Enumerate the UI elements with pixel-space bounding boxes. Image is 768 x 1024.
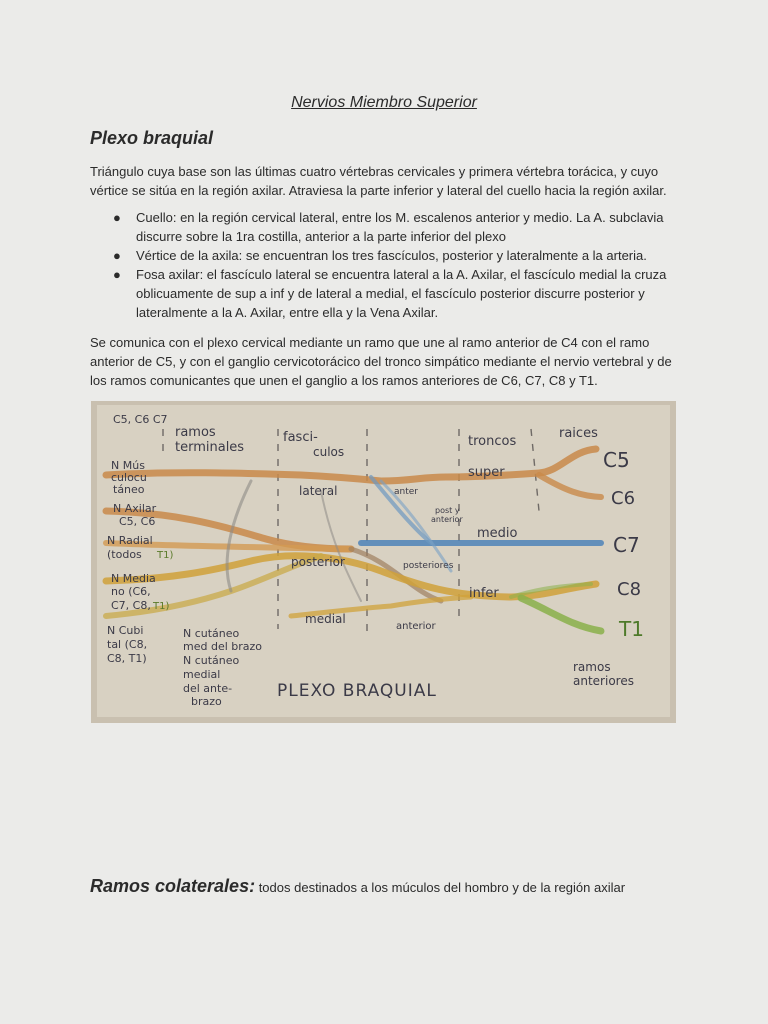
label-anterior-bottom: anterior: [396, 621, 436, 632]
ramos-colaterales-line: [90, 876, 625, 897]
ramos-colaterales-text: todos destinados a los múculos del hombro y de la región axilar: [255, 880, 626, 895]
label-c5: C5: [603, 448, 630, 472]
brachial-plexus-diagram-photo: [91, 401, 676, 723]
label-c5c6c7: C5, C6 C7: [113, 413, 168, 426]
label-n-mediano-1: N Media: [111, 572, 156, 585]
label-ramos-anteriores-1: ramos: [573, 660, 611, 674]
label-inferior: infer: [469, 586, 499, 601]
label-posteriores: posteriores: [403, 561, 454, 571]
bullet-list: [90, 208, 690, 322]
bullet-text: Cuello: en la región cervical lateral, entre los M. escalenos anterior y medio. La A. subclavia discurre sobre la 1ra costilla, anterior a la parte inferior del plexo: [136, 210, 664, 244]
label-posterior: posterior: [291, 555, 345, 569]
label-n-cubital-3: C8, T1): [107, 652, 147, 665]
label-c7: C7: [613, 533, 640, 557]
label-n-cutaneo-6: brazo: [191, 695, 222, 708]
label-n-axilar-1: N Axilar: [113, 502, 157, 515]
bullet-icon: ●: [113, 248, 121, 263]
bullet-text: Vértice de la axila: se encuentran los tres fascículos, posterior y lateralmente a la arteria.: [136, 248, 647, 263]
label-n-cubital-2: tal (C8,: [107, 638, 148, 651]
label-anter: anter: [394, 487, 418, 497]
label-n-musculocutaneo-3: táneo: [113, 483, 145, 496]
bullet-icon: ●: [113, 210, 121, 225]
label-post-y: post y: [435, 506, 460, 515]
label-ramos-anteriores-2: anteriores: [573, 674, 634, 688]
bullet-item: [90, 246, 690, 265]
label-plexo-braquial: PLEXO BRAQUIAL: [277, 681, 437, 701]
second-paragraph: Se comunica con el plexo cervical mediante un ramo que une al ramo anterior de C4 con el ramo anterior de C5, y con el ganglio cervicotorácico del tronco simpático mediante el nervio vertebral y de los ramos comunicantes que unen el ganglio a los ramos anteriores de C6, C7, C8 y T1.: [90, 335, 672, 388]
label-n-cutaneo-4: medial: [183, 668, 221, 681]
label-n-mediano-4: T1): [153, 601, 170, 612]
label-superior: super: [468, 465, 505, 480]
label-n-cutaneo-2: med del brazo: [183, 640, 263, 653]
label-n-radial-1: N Radial: [107, 534, 153, 547]
label-lateral: lateral: [299, 484, 338, 498]
label-n-axilar-2: C5, C6: [119, 515, 156, 528]
label-t1: T1: [619, 617, 644, 641]
label-n-cutaneo-5: del ante-: [183, 682, 233, 695]
section-heading-ramos-colaterales: Ramos colaterales:: [90, 876, 256, 896]
label-fasci: fasci-: [283, 430, 318, 445]
label-medial: medial: [305, 612, 346, 626]
label-medio: medio: [477, 526, 518, 541]
label-n-cutaneo-3: N cutáneo: [183, 654, 240, 667]
label-terminales: terminales: [175, 440, 245, 455]
label-n-mediano-2: no (C6,: [111, 585, 151, 598]
bullet-item: [90, 265, 690, 322]
bullet-text: Fosa axilar: el fascículo lateral se encuentra lateral a la A. Axilar, el fascículo medial la cruza oblicuamente de sup a inf y de lateral a medial, el fascículo posterior discurre posterior y lateralmente a la A. Axilar, entre ella y la Vena Axilar.: [136, 267, 667, 320]
label-n-musculocutaneo-1: N Mús: [111, 459, 145, 472]
label-c8: C8: [617, 579, 642, 600]
label-culos: culos: [313, 445, 345, 459]
bullet-icon: ●: [113, 267, 121, 282]
label-troncos: troncos: [468, 434, 517, 449]
bullet-item: [90, 208, 690, 246]
brachial-plexus-drawing: [91, 401, 676, 723]
document-title: Nervios Miembro Superior: [291, 94, 477, 111]
section-heading-plexo-braquial: Plexo braquial: [90, 128, 214, 148]
label-anterior-small: anterior: [431, 515, 463, 524]
intro-paragraph: Triángulo cuya base son las últimas cuatro vértebras cervicales y primera vértebra torácica, y cuyo vértice se sitúa en la región axilar. Atraviesa la parte inferior y lateral del cuello hacia la región axilar.: [90, 164, 667, 198]
label-n-cubital-1: N Cubi: [107, 624, 144, 637]
label-n-mediano-3: C7, C8,: [111, 599, 151, 612]
label-ramos: ramos: [175, 425, 216, 440]
label-n-radial-3: T1): [157, 550, 174, 561]
label-c6: C6: [611, 488, 636, 509]
label-n-radial-2: (todos: [107, 548, 142, 561]
label-n-musculocutaneo-2: culocu: [111, 471, 147, 484]
label-n-cutaneo-1: N cutáneo: [183, 627, 240, 640]
label-raices: raices: [559, 426, 598, 441]
